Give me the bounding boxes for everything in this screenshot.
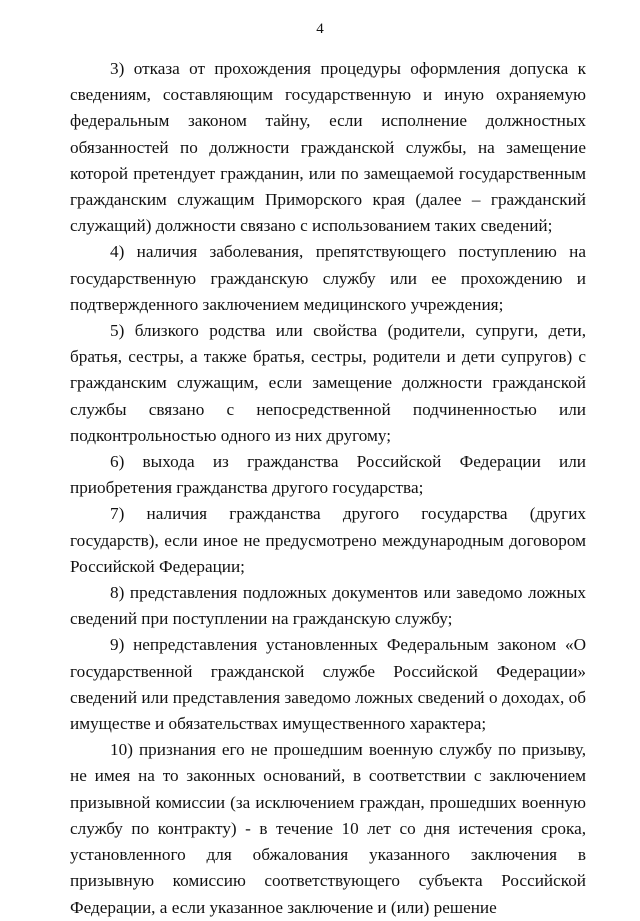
paragraph-item-7: 7) наличия гражданства другого государства (других государств), если иное не предусмотрено международным договором Российской Федерации; bbox=[70, 504, 586, 576]
paragraph-item-10: 10) признания его не прошедшим военную службу по призыву, не имея на то законных оснований, в соответствии с заключением призывной комиссии (за исключением граждан, прошедших военную службу по контракту) - в течение 10 лет со дня истечения срока, установленного для обжалования указанного заключения в призывную комиссию соответствующего субъекта Российской Федерации, а если указанное заключение и (или) решение bbox=[70, 740, 586, 917]
paragraph-item-6: 6) выхода из гражданства Российской Федерации или приобретения гражданства другого государства; bbox=[70, 452, 586, 498]
paragraph-item-8: 8) представления подложных документов или заведомо ложных сведений при поступлении на гражданскую службу; bbox=[70, 583, 586, 629]
paragraph-item-9: 9) непредставления установленных Федеральным законом «О государственной гражданской службе Российской Федерации» сведений или представления заведомо ложных сведений о доходах, об имуществе и обязательствах имущественного характера; bbox=[70, 635, 586, 734]
paragraph-item-5: 5) близкого родства или свойства (родители, супруги, дети, братья, сестры, а также братья, сестры, родители и дети супругов) с гражданским служащим, если замещение должности гражданской службы связано с непосредственной подчиненностью или подконтрольностью одного из них другому; bbox=[70, 321, 586, 445]
page-number: 4 bbox=[316, 21, 324, 37]
document-body bbox=[70, 56, 586, 921]
paragraph-item-4: 4) наличия заболевания, препятствующего поступлению на государственную гражданскую службу или ее прохождению и подтвержденного заключением медицинского учреждения; bbox=[70, 242, 586, 314]
paragraph-item-3: 3) отказа от прохождения процедуры оформления допуска к сведениям, составляющим государственную и иную охраняемую федеральным законом тайну, если исполнение должностных обязанностей по должности гражданской службы, на замещение которой претендует гражданин, или по замещаемой государственным гражданским служащим Приморского края (далее – гражданский служащий) должности связано с использованием таких сведений; bbox=[70, 59, 586, 236]
